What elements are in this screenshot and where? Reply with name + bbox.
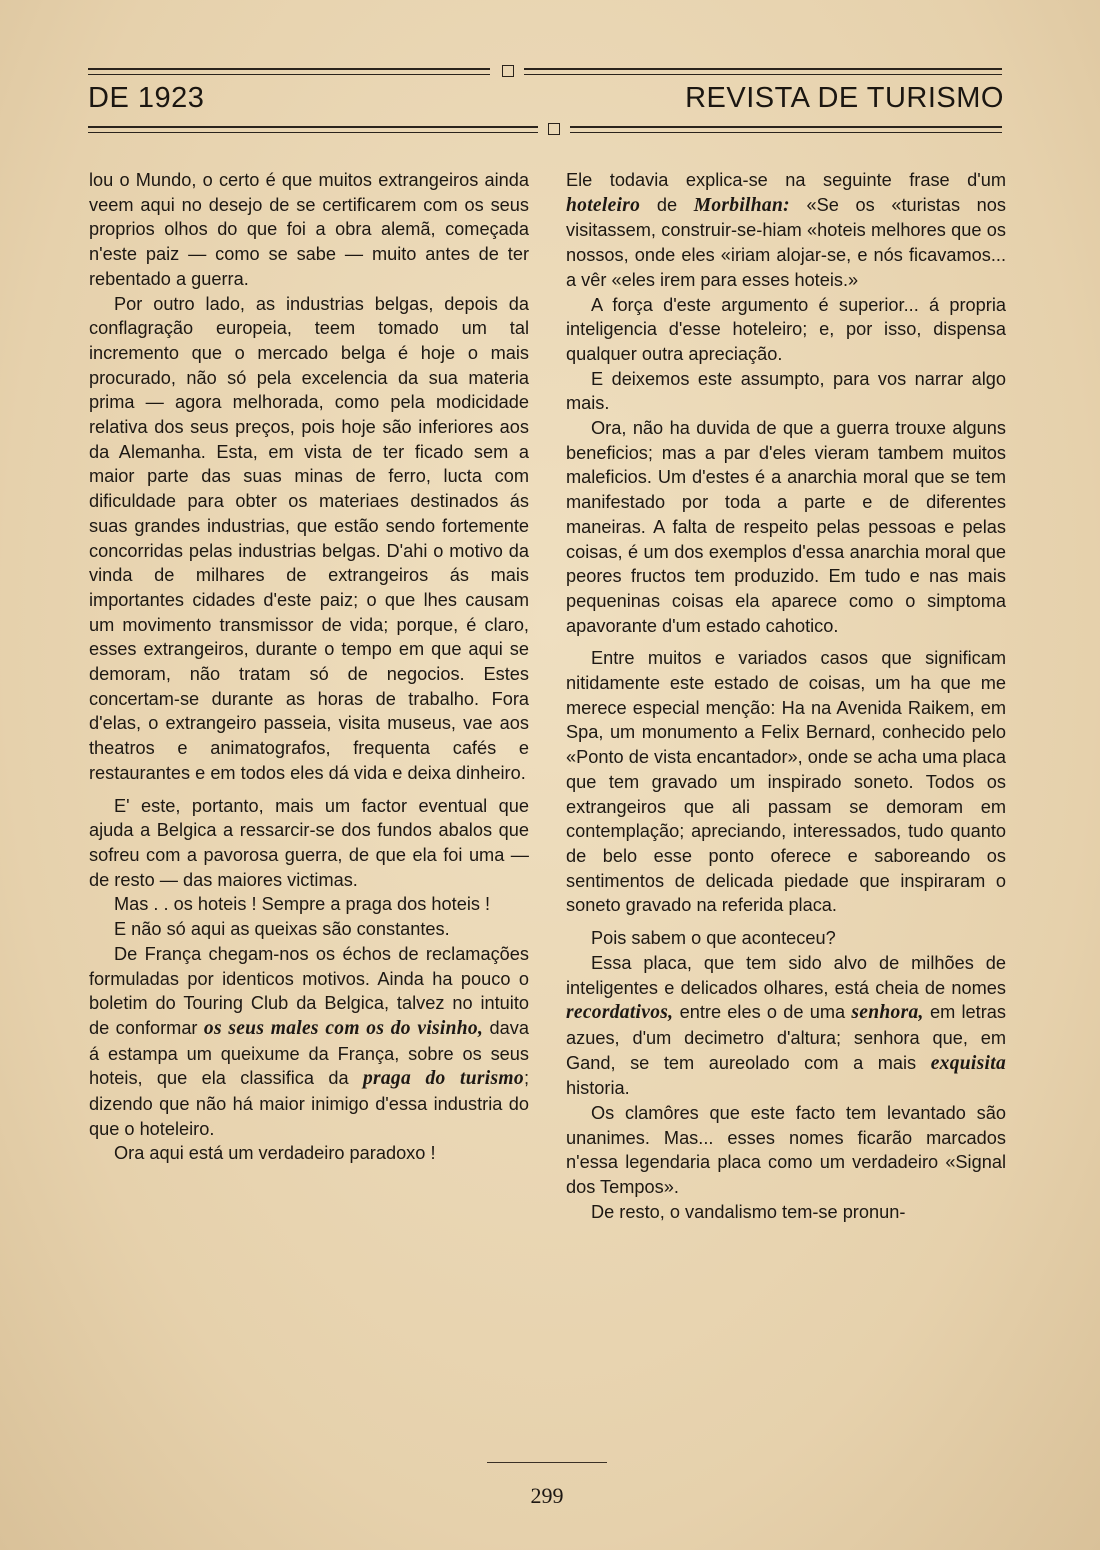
- italic-phrase: exquisita: [930, 1052, 1006, 1074]
- paragraph: E' este, portanto, mais um factor eventual que ajuda a Belgica a ressarcir-se dos fundos abalos que sofreu com a pavorosa guerra, de que ela foi uma — de resto — das maiores victimas.: [89, 795, 529, 890]
- header-top-rule: [88, 68, 1002, 75]
- header-date: DE 1923: [88, 82, 205, 114]
- paragraph: De França chegam-nos os échos de reclamações formuladas por identicos motivos. Ainda ha pouco o boletim do Touring Club da Belgica, talvez no intuito de conformar os seus males com os do visinho, dava á estampa um queixume da França, sobre os seus hoteis, que ela classifica da praga do turismo; dizendo que não há maior inimigo d'essa industria do que o hoteleiro.: [89, 943, 530, 1139]
- paragraph: Ele todavia explica-se na seguinte frase d'um hoteleiro de Morbilhan: «Se os «turistas nos visitassem, construir-se-hiam «hoteis melhores que os nossos, onde eles «iriam alojar-se, e nós ficavamos... a vêr «eles irem para esses hoteis.»: [566, 170, 1007, 290]
- header-magazine-title: REVISTA DE TURISMO: [685, 82, 1004, 114]
- paragraph: E deixemos este assumpto, para vos narrar algo mais.: [566, 368, 1006, 414]
- italic-phrase: Morbilhan:: [693, 194, 790, 216]
- italic-phrase: os seus males com os do visinho,: [203, 1017, 484, 1039]
- italic-phrase: hoteleiro: [566, 194, 641, 216]
- paragraph: Ora, não ha duvida de que a guerra trouxe alguns beneficios; mas a par d'eles vieram tambem muitos maleficios. Um d'estes é a anarchia moral que se tem manifestado por toda a parte e de diferentes maneiras. A falta de respeito pelas pessoas e pelas coisas, é um dos exemplos d'essa anarchia moral que peores fructos tem produzido. Em tudo e nas mais pequeninas coisas ela aparece como o simptoma apavorante d'um estado cahotico.: [566, 418, 1006, 636]
- paragraph: Mas . . os hoteis ! Sempre a praga dos hoteis !: [114, 894, 491, 915]
- paragraph: Ora aqui está um verdadeiro paradoxo !: [114, 1143, 436, 1164]
- italic-phrase: senhora,: [851, 1002, 924, 1024]
- italic-phrase: praga do turismo: [362, 1068, 524, 1090]
- paragraph: lou o Mundo, o certo é que muitos extrangeiros ainda veem aqui no desejo de se certificarem com os seus proprios olhos do que foi a obra alemã, começada n'este paiz — como se sabe — muito antes de ter rebentado a guerra.: [89, 170, 529, 289]
- page-number: 299: [530, 1483, 564, 1508]
- paragraph: Os clamôres que este facto tem levantado são unanimes. Mas... esses nomes ficarão marcados n'essa legendaria placa como um verdadeiro «Signal dos Tempos».: [566, 1103, 1006, 1198]
- right-column: [566, 168, 1006, 1225]
- paragraph: A força d'este argumento é superior... á propria inteligencia d'esse hoteleiro; e, por isso, dispensa qualquer outra apreciação.: [566, 294, 1006, 364]
- paragraph: Por outro lado, as industrias belgas, depois da conflagração europeia, teem tomado um tal incremento que o mercado belga é hoje o mais procurado, não só pela excelencia da sua materia prima — agora melhorada, como pela modicidade relativa dos seus preços, pois hoje são inferiores aos da Alemanha. Esta, em vista de ter ficado sem a maior parte das suas minas de ferro, lucta com dificuldade para obter os materiaes destinados ás suas grandes industrias, que estão sendo fortemente concorridas pelas industrias belgas. D'ahi o motivo da vinda de milhares de extrangeiros ás mais importantes cidades d'este paiz; o que lhes causam um movimento transmissor de vida; porque, é claro, esses extrangeiros, durante o tempo em que aqui se demoram, não tratam só de negocios. Estes concertam-se durante as horas de trabalho. Fora d'elas, o extrangeiro passeia, visita museus, vae aos theatros e animatografos, frequenta cafés e restaurantes e em todos eles dá vida e deixa dinheiro.: [89, 293, 529, 783]
- italic-phrase: recordativos,: [566, 1002, 674, 1024]
- paragraph: Entre muitos e variados casos que significam nitidamente este estado de coisas, um ha que me merece especial menção: Ha na Avenida Raikem, em Spa, um monumento a Felix Bernard, conhecido pelo «Ponto de vista encantador», onde se acha uma placa que tem gravado um inspirado soneto. Todos os extrangeiros que ali passam se demoram em contemplação; apreciando, interessados, tudo quanto de belo esse ponto oferece e saboreando os sentimentos de delicada piedade que inspiraram o soneto gravado na referida placa.: [566, 648, 1006, 916]
- paragraph: E não só aqui as queixas são constantes.: [114, 919, 450, 940]
- paragraph: Essa placa, que tem sido alvo de milhões de inteligentes e delicados olhares, está cheia de nomes recordativos, entre eles o de uma senhora, em letras azues, d'um decimetro d'altura; senhora que, em Gand, se tem aureolado com a mais exquisita historia.: [566, 952, 1006, 1099]
- paragraph: Pois sabem o que aconteceu?: [591, 928, 836, 949]
- header-bottom-rule: [88, 126, 1002, 133]
- left-column: [89, 168, 529, 1166]
- paragraph: De resto, o vandalismo tem-se pronun-: [591, 1201, 906, 1222]
- footer-rule: [487, 1462, 607, 1463]
